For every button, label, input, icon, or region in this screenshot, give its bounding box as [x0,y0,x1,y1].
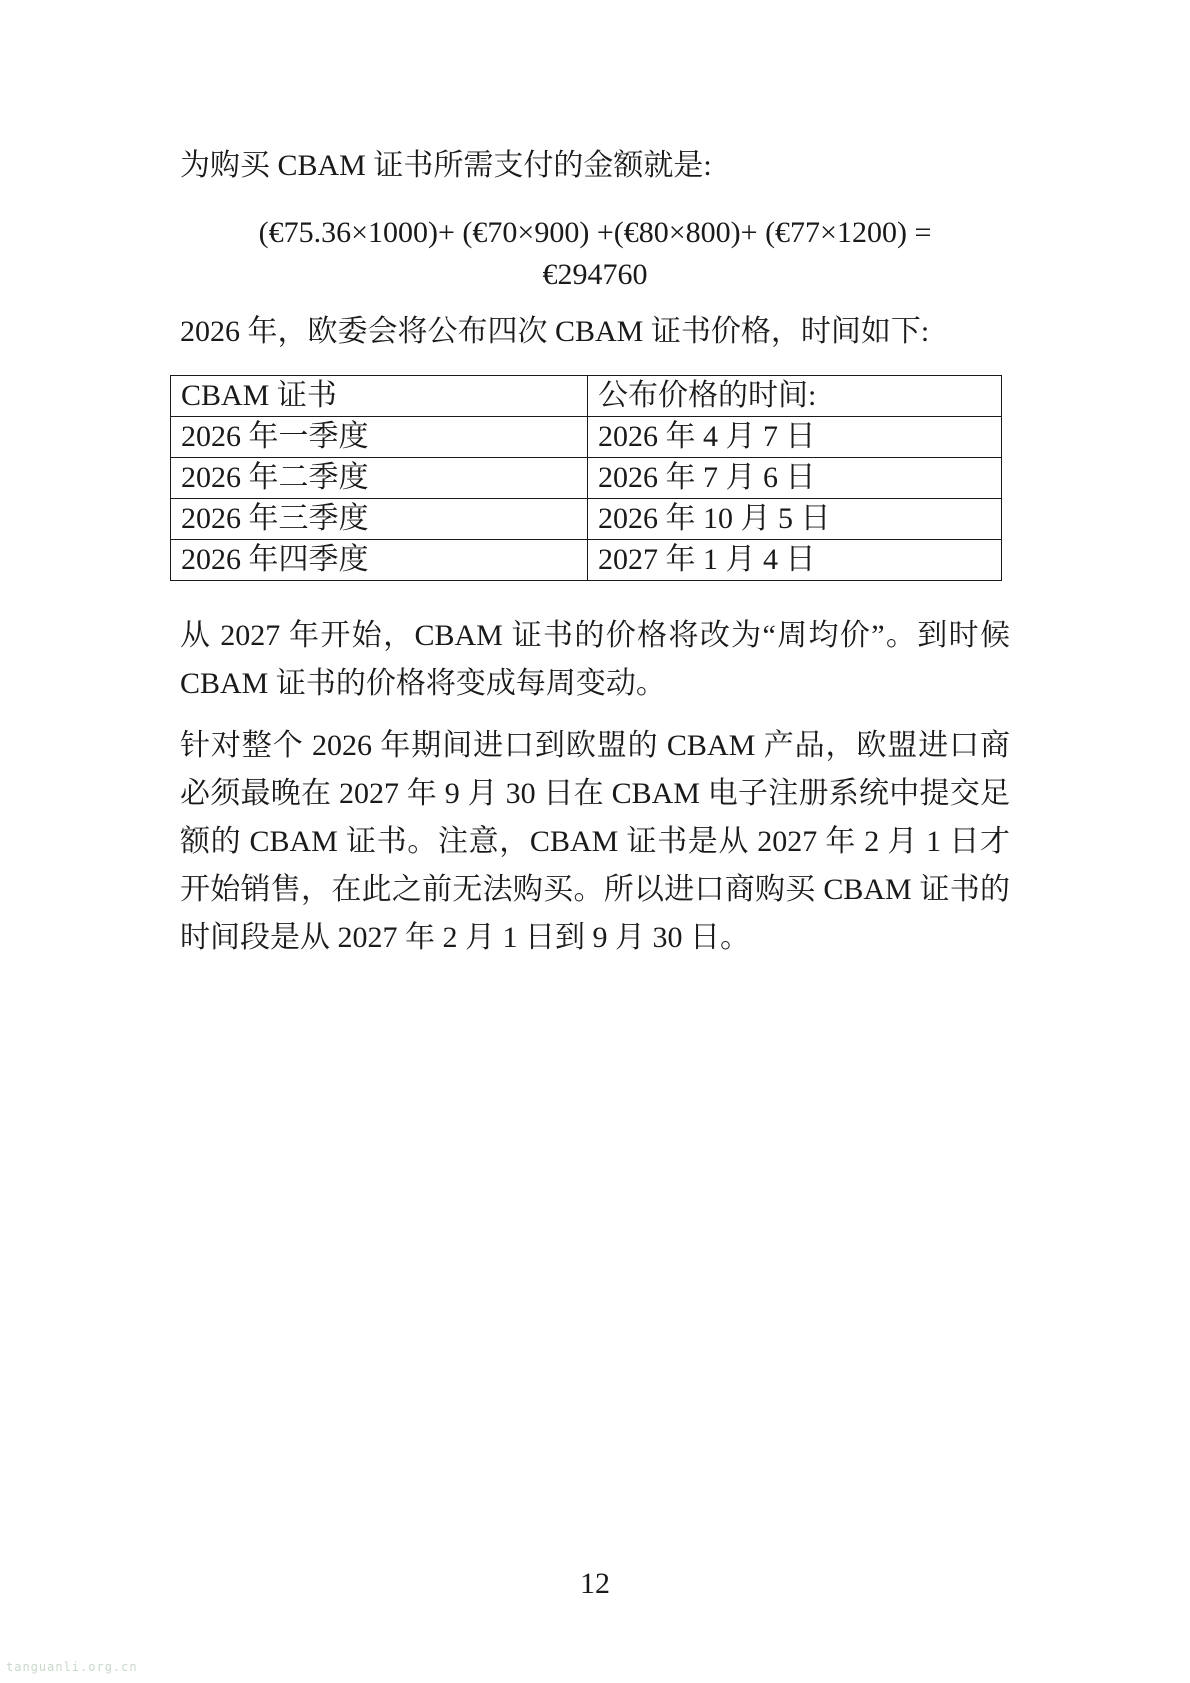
table-row [171,540,1002,581]
table-header-cell: 公布价格的时间: [588,376,1002,417]
table-cell-date: 2027 年 1 月 4 日 [588,540,1002,581]
table-cell-quarter: 2026 年一季度 [171,417,588,458]
table-row [171,499,1002,540]
table-row [171,417,1002,458]
formula-result: €294760 [542,258,648,291]
table-cell-date: 2026 年 7 月 6 日 [588,458,1002,499]
schedule-intro: 2026 年，欧委会将公布四次 CBAM 证书价格，时间如下: [180,315,930,348]
payment-formula [180,212,1010,296]
table-cell-date: 2026 年 10 月 5 日 [588,499,1002,540]
deadline-paragraph: 针对整个 2026 年期间进口到欧盟的 CBAM 产品，欧盟进口商必须最晚在 2027 年 9 月 30 日在 CBAM 电子注册系统中提交足额的 CBAM 证书。注意，CBAM 证书是从 2027 年 2 月 1 日才开始销售，在此之前无法购买。所以进口商购买 CBAM 证书的时间段是从 2027 年 2 月 1 日到 9 月 30 日。 [180,729,1010,954]
table-row [171,458,1002,499]
table-cell-quarter: 2026 年二季度 [171,458,588,499]
table-header-cell: CBAM 证书 [171,376,588,417]
table-cell-quarter: 2026 年三季度 [171,499,588,540]
intro-line: 为购买 CBAM 证书所需支付的金额就是: [180,149,712,182]
table-header-row [171,376,1002,417]
weekly-price-paragraph: 从 2027 年开始，CBAM 证书的价格将改为“周均价”。到时候 CBAM 证书的价格将变成每周变动。 [180,619,1010,700]
watermark-text: tanguanli.org.cn [6,1660,138,1674]
table-cell-quarter: 2026 年四季度 [171,540,588,581]
formula-line-1: (€75.36×1000)+ (€70×900) +(€80×800)+ (€77×1200) = [258,216,932,249]
table-cell-date: 2026 年 4 月 7 日 [588,417,1002,458]
page-number: 12 [580,1567,610,1600]
price-schedule-table [170,375,1002,581]
